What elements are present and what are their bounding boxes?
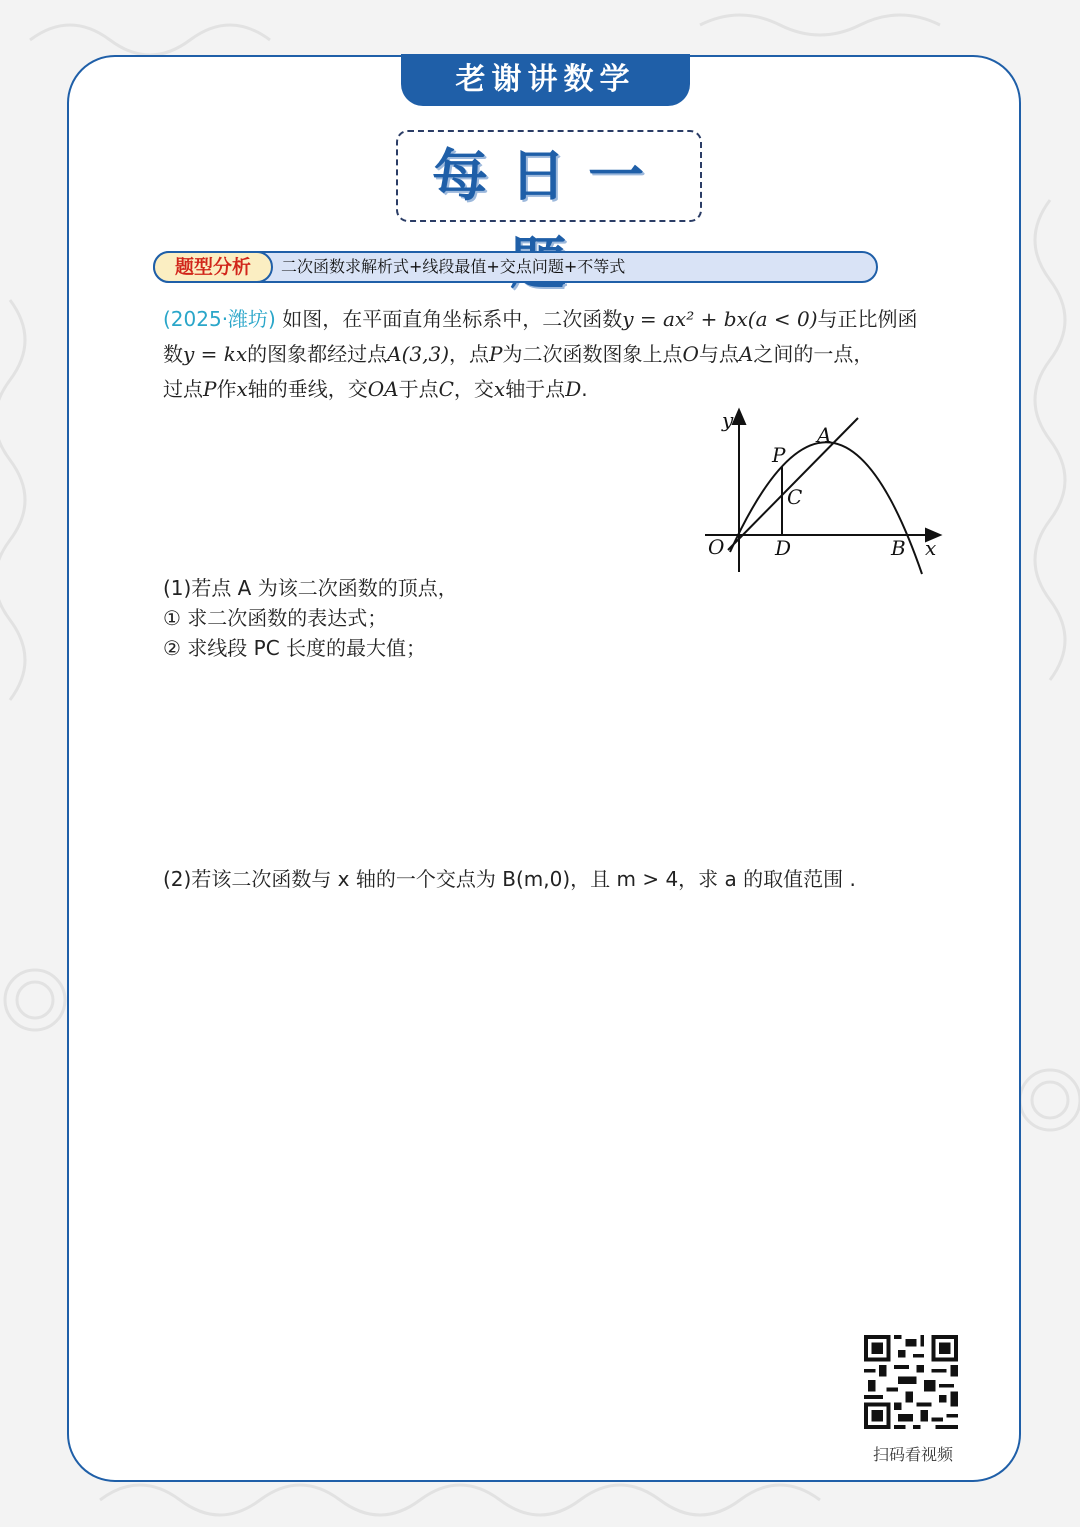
text-segment: 过点 — [163, 377, 203, 401]
point-a: A(3,3) — [387, 342, 450, 366]
question-1 — [163, 573, 458, 663]
label-o: O — [708, 535, 725, 559]
text-segment: ，交 — [453, 377, 494, 401]
label-y: y — [722, 408, 734, 432]
text-segment: 的图象都经过点 — [247, 342, 388, 366]
problem-source: (2025·潍坊) — [163, 307, 276, 331]
y-axis-arrow — [733, 410, 745, 424]
question-1-intro: (1)若点 A 为该二次函数的顶点， — [163, 576, 458, 600]
var-p: P — [489, 342, 503, 366]
brand-header: 老谢讲数学 — [401, 54, 690, 106]
question-2: (2)若该二次函数与 x 轴的一个交点为 B(m,0)，且 m > 4，求 a 的取值范围 . — [163, 867, 856, 891]
text-segment: 与正比例函 — [817, 307, 918, 331]
problem-type-label: 题型分析 — [153, 251, 273, 283]
text-segment: ，点 — [449, 342, 490, 366]
problem-type-text: 二次函数求解析式+线段最值+交点问题+不等式 — [281, 257, 626, 276]
text-segment: 为二次函数图象上点 — [502, 342, 683, 366]
line-oa — [728, 418, 858, 550]
text-segment: . — [581, 377, 588, 401]
var-x: x — [493, 377, 506, 401]
label-x: x — [925, 536, 937, 560]
text-segment: 与点 — [698, 342, 739, 366]
problem-type-bar — [153, 251, 878, 283]
text-segment: 轴的垂线，交 — [247, 377, 368, 401]
var-o: O — [682, 342, 699, 366]
text-segment: 数 — [163, 342, 183, 366]
qr-caption: 扫码看视频 — [872, 1445, 953, 1464]
label-d: D — [775, 536, 792, 560]
label-a: A — [817, 423, 832, 447]
text-segment: 于点 — [398, 377, 439, 401]
var-p: P — [203, 377, 217, 401]
var-c: C — [438, 377, 454, 401]
label-b: B — [891, 536, 906, 560]
page-title: 每日一 — [396, 130, 702, 222]
text-segment: 轴于点 — [505, 377, 566, 401]
text-segment: 之间的一点， — [753, 342, 874, 366]
equation-linear: y = kx — [183, 342, 248, 366]
label-c: C — [787, 485, 803, 509]
equation-quadratic: y = ax² + bx(a < 0) — [622, 307, 818, 331]
label-p: P — [772, 443, 786, 467]
question-1-sub-2: ② 求线段 PC 长度的最大值； — [163, 636, 427, 660]
problem-statement — [163, 302, 953, 407]
var-x: x — [236, 377, 248, 401]
var-d: D — [565, 377, 582, 401]
question-1-sub-1: ① 求二次函数的表达式； — [163, 606, 388, 630]
coordinate-diagram — [700, 402, 950, 580]
qr-code-icon[interactable] — [864, 1335, 958, 1429]
text-segment: 作 — [216, 377, 237, 401]
var-oa: OA — [367, 377, 399, 401]
var-a: A — [738, 342, 754, 366]
text-segment: 如图，在平面直角坐标系中，二次函数 — [282, 307, 623, 331]
